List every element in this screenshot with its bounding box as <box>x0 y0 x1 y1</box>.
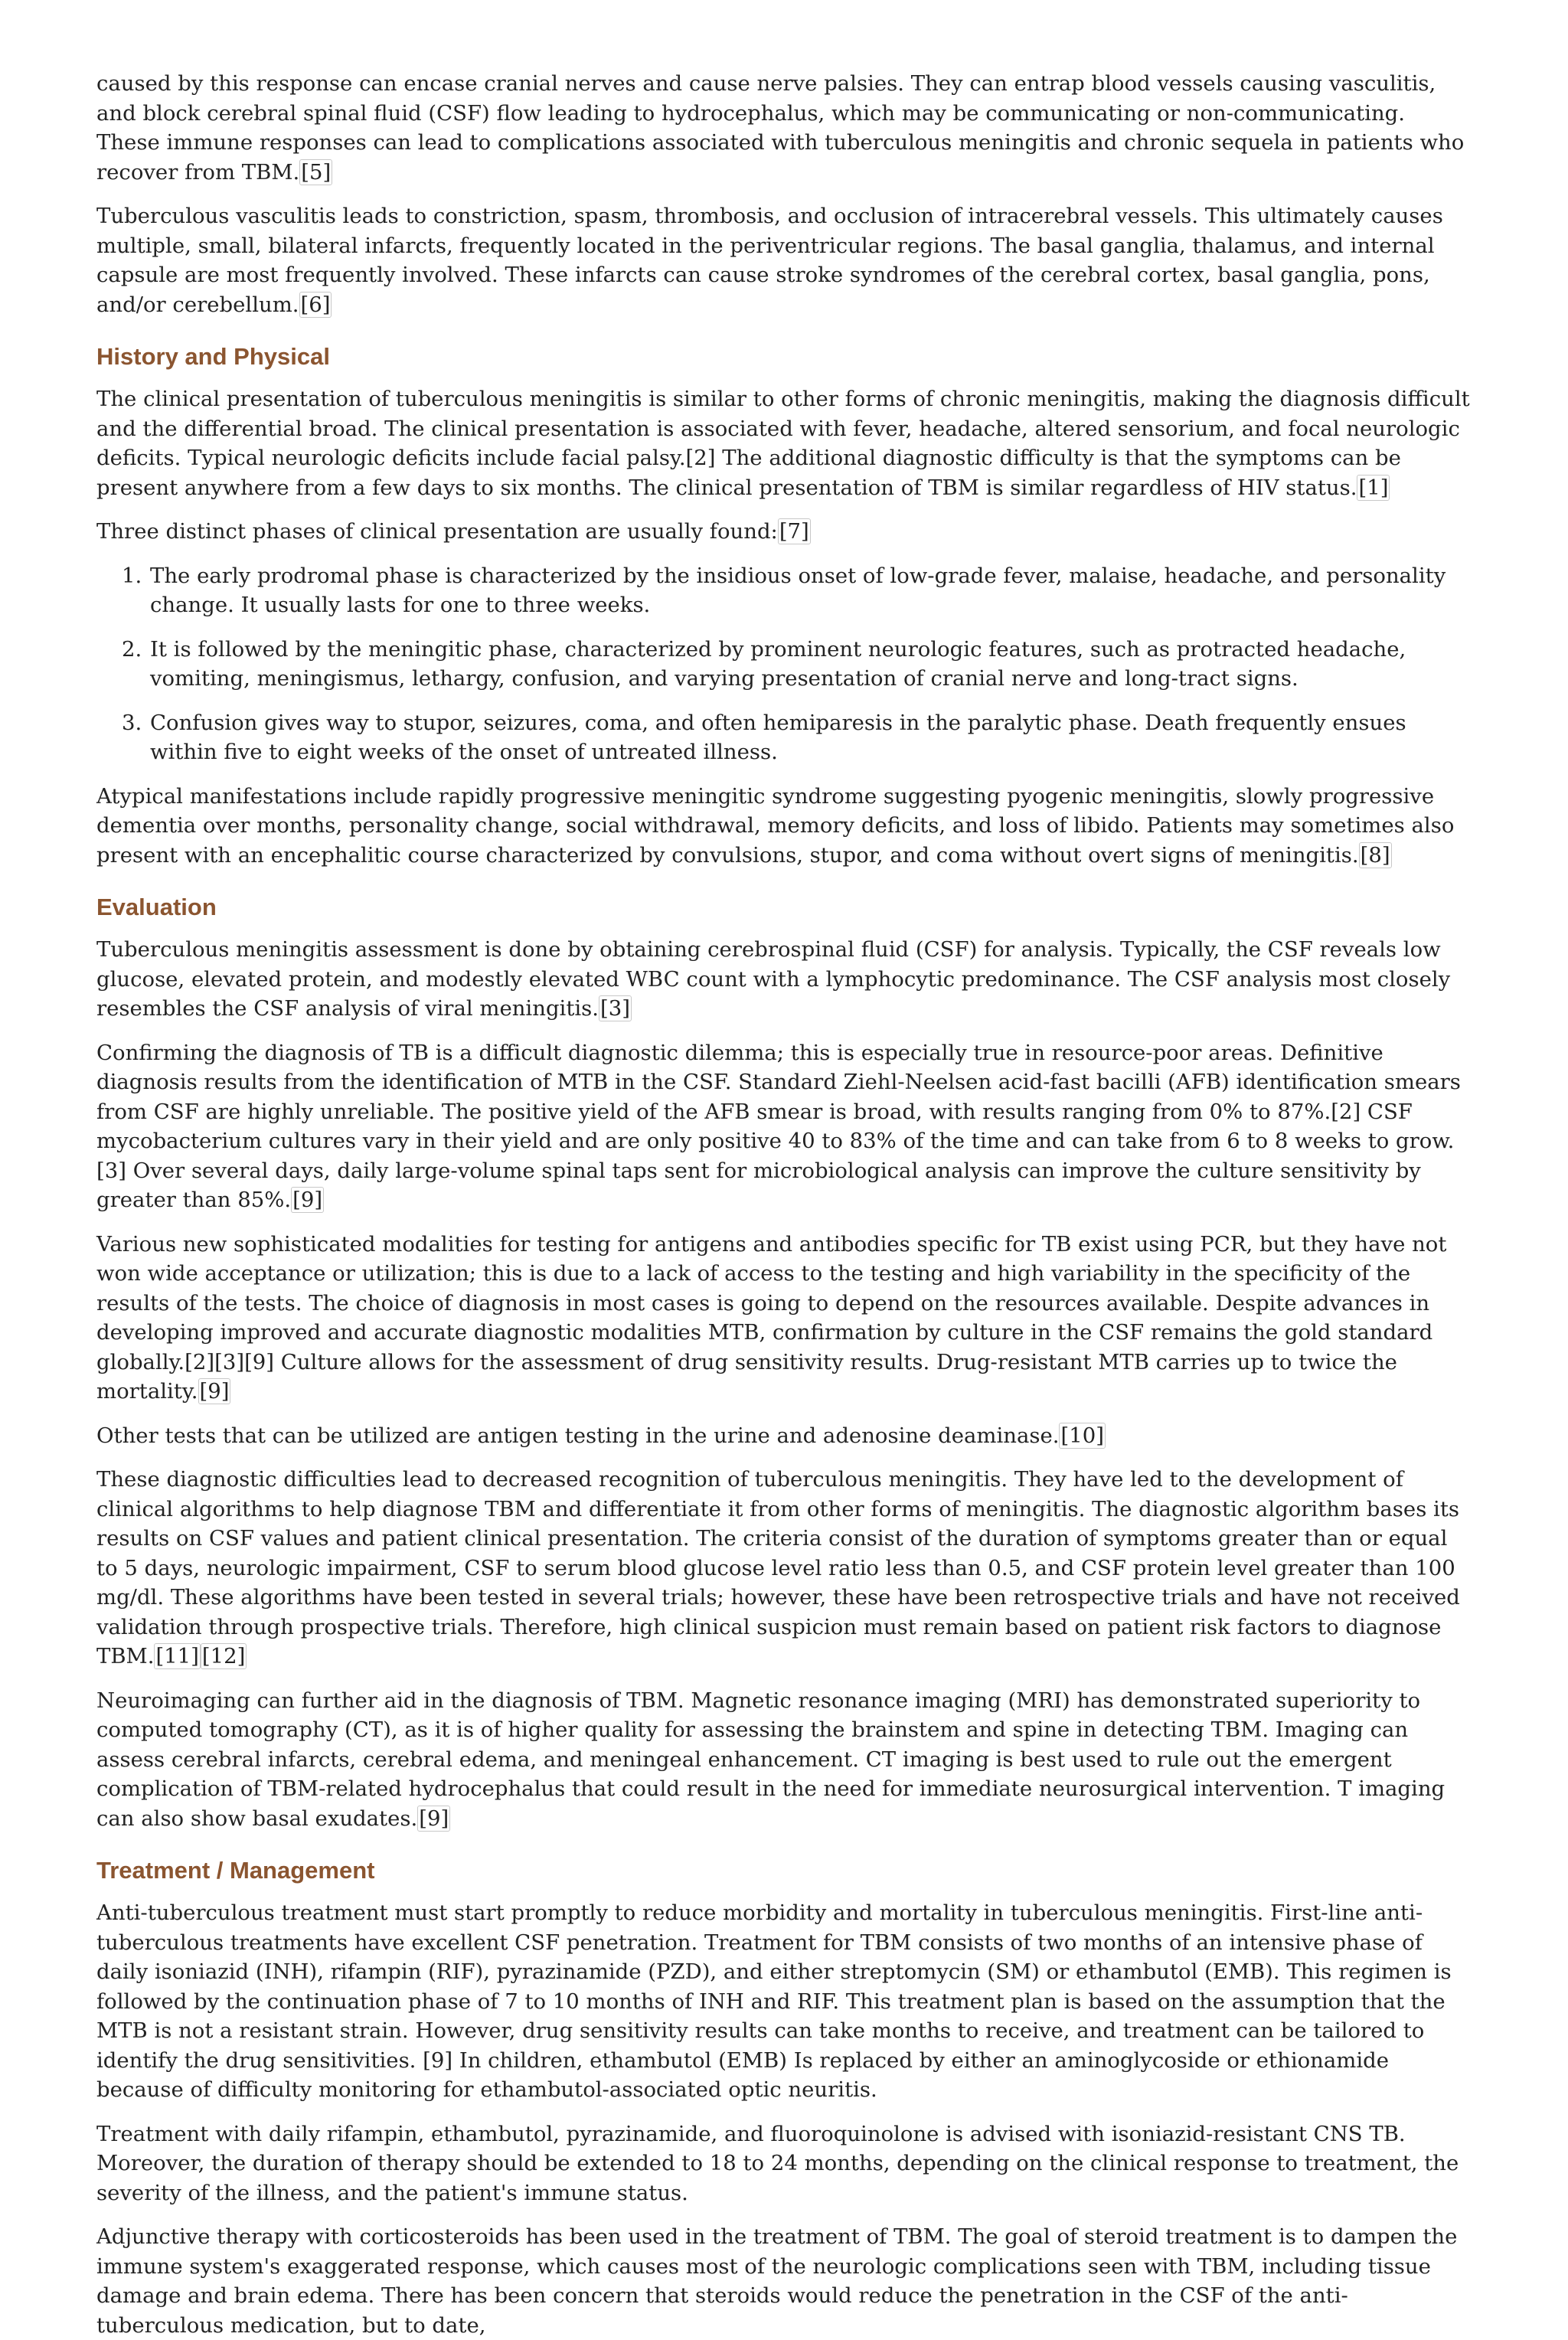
paragraph <box>96 384 1475 502</box>
section-heading: Evaluation <box>96 894 217 920</box>
paragraph <box>96 1230 1475 1407</box>
paragraph <box>96 69 1475 187</box>
list-item: 1. The early prodromal phase is characterized by the insidious onset of low-grade fever, malaise, headache, and personality change. It usually lasts for one to three weeks. <box>149 561 1475 620</box>
paragraph-text: Adjunctive therapy with corticosteroids has been used in the treatment of TBM. The goal of steroid treatment is to dampen the immune system's exaggerated response, which causes most of the neurologic complications seen with TBM, including tissue damage and brain edema. There has been concern that steroids would reduce the penetration in the CSF of the anti-tuberculous medication, but to date, <box>96 2224 1458 2338</box>
citation-link[interactable]: [3] <box>600 996 631 1021</box>
paragraph-text: Various new sophisticated modalities for testing for antigens and antibodies specific for TB exist using PCR, but they have not won wide acceptance or utilization; this is due to a lack of access to the testing and high variability in the specificity of the results of the tests. The choice of diagnosis in most cases is going to depend on the resources available. Despite advances in developing improved and accurate diagnostic modalities MTB, confirmation by culture in the CSF remains the gold standard globally.[2][3][9] Culture allows for the assessment of drug sensitivity results. Drug-resistant MTB carries up to twice the mortality. <box>96 1231 1447 1404</box>
paragraph <box>96 1686 1475 1834</box>
paragraph-text: Neuroimaging can further aid in the diagnosis of TBM. Magnetic resonance imaging (MRI) has demonstrated superiority to computed tomography (CT), as it is of higher quality for assessing the brainstem and spine in detecting TBM. Imaging can assess cerebral infarcts, cerebral edema, and meningeal enhancement. CT imaging is best used to rule out the emergent complication of TBM-related hydrocephalus that could result in the need for immediate neurosurgical intervention. T imaging can also show basal exudates. <box>96 1688 1446 1831</box>
citation-link[interactable]: [10] <box>1060 1423 1104 1448</box>
citation-link[interactable]: [9] <box>419 1806 449 1831</box>
citation-link[interactable]: [7] <box>779 519 809 544</box>
paragraph <box>96 2222 1475 2340</box>
citation-link[interactable]: [11] <box>155 1644 199 1668</box>
list-item: 3. Confusion gives way to stupor, seizures, coma, and often hemiparesis in the paralytic phase. Death frequently ensues within five to eight weeks of the onset of untreated illness. <box>149 708 1475 767</box>
paragraph <box>96 2119 1475 2208</box>
paragraph-text: Tuberculous meningitis assessment is done by obtaining cerebrospinal fluid (CSF) for analysis. Typically, the CSF reveals low glucose, elevated protein, and modestly elevated WBC count with a lymphocytic predominance. The CSF analysis most closely resembles the CSF analysis of viral meningitis. <box>96 937 1451 1021</box>
citation-link[interactable]: [8] <box>1360 842 1390 868</box>
paragraph-text: Anti-tuberculous treatment must start promptly to reduce morbidity and mortality in tuberculous meningitis. First-line anti-tuberculous treatments have excellent CSF penetration. Treatment for TBM consists of two months of an intensive phase of daily isoniazid (INH), rifampin (RIF), pyrazinamide (PZD), and either streptomycin (SM) or ethambutol (EMB). This regimen is followed by the continuation phase of 7 to 10 months of INH and RIF. This treatment plan is based on the assumption that the MTB is not a resistant strain. However, drug sensitivity results can take months to receive, and treatment can be tailored to identify the drug sensitivities. [9] In children, ethambutol (EMB) Is replaced by either an aminoglycoside or ethionamide because of difficulty monitoring for ethambutol-associated optic neuritis. <box>96 1900 1452 2102</box>
paragraph <box>96 517 1475 547</box>
paragraph <box>96 1038 1475 1215</box>
phase-list <box>96 561 1475 767</box>
citation-link[interactable]: [1] <box>1358 475 1389 500</box>
section-heading: Treatment / Management <box>96 1857 375 1884</box>
citation-link[interactable]: [9] <box>199 1379 230 1404</box>
list-item: 2. It is followed by the meningitic phase, characterized by prominent neurologic features, such as protracted headache, vomiting, meningismus, lethargy, confusion, and varying presentation of cranial nerve and long-tract signs. <box>149 635 1475 694</box>
citation-link[interactable]: [5] <box>301 159 332 185</box>
paragraph-text: caused by this response can encase cranial nerves and cause nerve palsies. They can entrap blood vessels causing vasculitis, and block cerebral spinal fluid (CSF) flow leading to hydrocephalus, which may be communicating or non-communicating. These immune responses can lead to complications associated with tuberculous meningitis and chronic sequela in patients who recover from TBM. <box>96 71 1465 185</box>
citation-link[interactable]: [9] <box>292 1188 323 1212</box>
paragraph <box>96 935 1475 1024</box>
citation-link[interactable]: [12] <box>201 1644 246 1668</box>
paragraph <box>96 782 1475 871</box>
paragraph-text: Atypical manifestations include rapidly progressive meningitic syndrome suggesting pyogenic meningitis, slowly progressive dementia over months, personality change, social withdrawal, memory deficits, and loss of libido. Patients may sometimes also present with an encephalitic course characterized by convulsions, stupor, and coma without overt signs of meningitis. <box>96 783 1455 868</box>
paragraph-text: Other tests that can be utilized are antigen testing in the urine and adenosine deaminase. <box>96 1423 1060 1448</box>
paragraph <box>96 201 1475 319</box>
paragraph-text: Treatment with daily rifampin, ethambutol, pyrazinamide, and fluoroquinolone is advised with isoniazid-resistant CNS TB. Moreover, the duration of therapy should be extended to 18 to 24 months, depending on the clinical response to treatment, the severity of the illness, and the patient's immune status. <box>96 2121 1459 2205</box>
paragraph-text: Three distinct phases of clinical presentation are usually found: <box>96 519 778 544</box>
paragraph-text: Confirming the diagnosis of TB is a difficult diagnostic dilemma; this is especially true in resource-poor areas. Definitive diagnosis results from the identification of MTB in the CSF. Standard Ziehl-Neelsen acid-fast bacilli (AFB) identification smears from CSF are highly unreliable. The positive yield of the AFB smear is broad, with results ranging from 0% to 87%.[2] CSF mycobacterium cultures vary in their yield and are only positive 40 to 83% of the time and can take from 6 to 8 weeks to grow.[3] Over several days, daily large-volume spinal taps sent for microbiological analysis can improve the culture sensitivity by greater than 85%. <box>96 1040 1461 1212</box>
paragraph <box>96 1898 1475 2105</box>
section-heading: History and Physical <box>96 343 330 370</box>
paragraph-text: The clinical presentation of tuberculous meningitis is similar to other forms of chronic meningitis, making the diagnosis difficult and the differential broad. The clinical presentation is associated with fever, headache, altered sensorium, and focal neurologic deficits. Typical neurologic deficits include facial palsy.[2] The additional diagnostic difficulty is that the symptoms can be present anywhere from a few days to six months. The clinical presentation of TBM is similar regardless of HIV status. <box>96 387 1470 500</box>
paragraph <box>96 1465 1475 1672</box>
paragraph-text: These diagnostic difficulties lead to decreased recognition of tuberculous meningitis. They have led to the development of clinical algorithms to help diagnose TBM and differentiate it from other forms of meningitis. The diagnostic algorithm bases its results on CSF values and patient clinical presentation. The criteria consist of the duration of symptoms greater than or equal to 5 days, neurologic impairment, CSF to serum blood glucose level ratio less than 0.5, and CSF protein level greater than 100 mg/dl. These algorithms have been tested in several trials; however, these have been retrospective trials and have not received validation through prospective trials. Therefore, high clinical suspicion must remain based on patient risk factors to diagnose TBM. <box>96 1467 1460 1668</box>
paragraph <box>96 1421 1475 1451</box>
paragraph-text: Tuberculous vasculitis leads to constriction, spasm, thrombosis, and occlusion of intracerebral vessels. This ultimately causes multiple, small, bilateral infarcts, frequently located in the periventricular regions. The basal ganglia, thalamus, and internal capsule are most frequently involved. These infarcts can cause stroke syndromes of the cerebral cortex, basal ganglia, pons, and/or cerebellum. <box>96 204 1443 317</box>
citation-link[interactable]: [6] <box>300 292 331 317</box>
